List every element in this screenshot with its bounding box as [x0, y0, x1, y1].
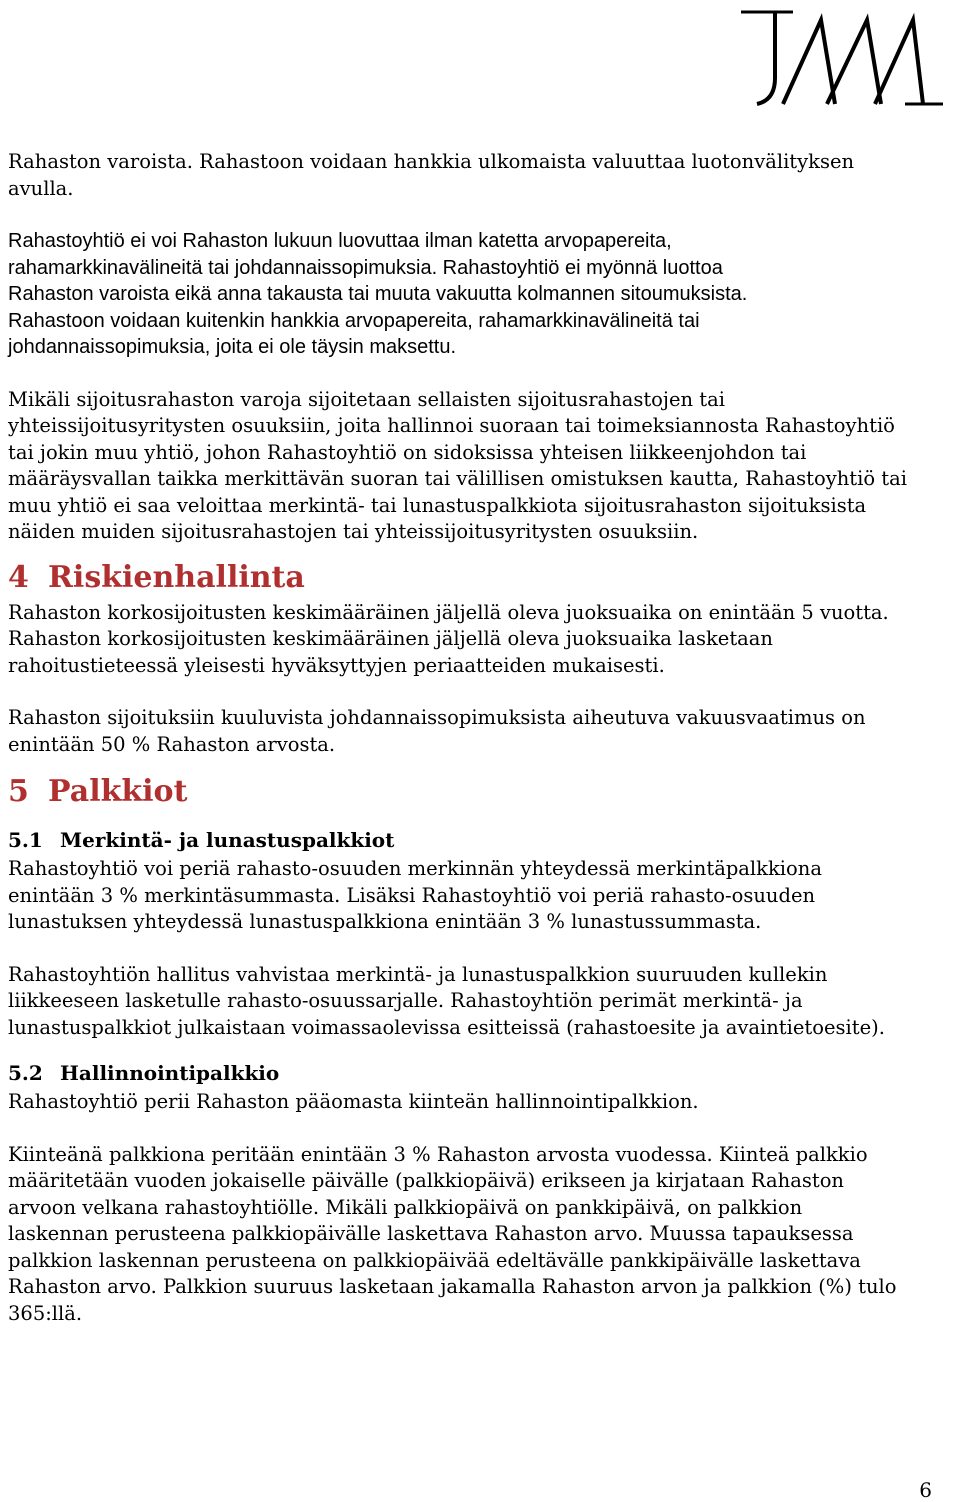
text-line: Mikäli sijoitusrahaston varoja sijoitetaan sellaisten sijoitusrahastojen tai [8, 387, 725, 411]
text-line: johdannaissopimuksia, joita ei ole täysin maksettu. [8, 336, 457, 358]
section-title: Palkkiot [48, 774, 188, 809]
text-line: laskennan perusteena palkkiopäivälle laskettava Rahaston arvo. Muussa tapauksessa [8, 1222, 854, 1245]
text-line: lunastuksen yhteydessä lunastuspalkkiona enintään 3 % lunastussummasta. [8, 910, 762, 933]
intro-paragraph-2 [8, 228, 943, 361]
text-line: liikkeeseen lasketulle rahasto-osuussarjalle. Rahastoyhtiön perimät merkintä- ja [8, 989, 803, 1012]
text-line: Rahaston varoista. Rahastoon voidaan hankkia ulkomaista valuuttaa luotonvälityksen [8, 150, 855, 173]
subsection-number: 5.1 [8, 828, 43, 852]
section-5-2-paragraph-1 [8, 1089, 943, 1116]
section-5-1-paragraph-2 [8, 962, 943, 1042]
text-line: yhteissijoitusyritysten osuuksiin, joita hallinnoi suoraan tai toimeksiannosta Rahastoyhtiö [8, 414, 895, 437]
text-line: avulla. [8, 176, 74, 200]
text-line: arvoon velkana rahastoyhtiölle. Mikäli palkkiopäivä on pankkipäivä, on palkkion [8, 1195, 803, 1219]
text-line: Rahastoyhtiö ei voi Rahaston lukuun luovuttaa ilman katetta arvopapereita, [8, 230, 672, 252]
subsection-heading-5-1 [8, 826, 943, 854]
text-line: rahamarkkinavälineitä tai johdannaissopimuksia. Rahastoyhtiö ei myönnä luottoa [8, 256, 723, 279]
intro-paragraph-1 [8, 149, 943, 202]
text-line: Kiinteänä palkkiona peritään enintään 3 % Rahaston arvosta vuodessa. Kiinteä palkkio [8, 1142, 868, 1166]
section-heading-4 [8, 558, 943, 598]
text-line: näiden muiden sijoitusrahastojen tai yhteissijoitusyritysten osuuksiin. [8, 520, 699, 543]
text-line: Rahastoyhtiö perii Rahaston pääomasta kiinteän hallinnointipalkkion. [8, 1090, 699, 1113]
section-title: Riskienhallinta [48, 559, 305, 595]
text-line: Rahastoon voidaan kuitenkin hankkia arvopapereita, rahamarkkinavälineitä tai [8, 309, 700, 332]
text-line: tai jokin muu yhtiö, johon Rahastoyhtiö on sidoksissa yhteisen liikkeenjohdon tai [8, 440, 807, 464]
section-5-1-paragraph-1 [8, 856, 943, 936]
jam-monogram-logo [735, 8, 951, 110]
section-5-2-paragraph-2 [8, 1142, 943, 1328]
text-line: Rahastoyhtiön hallitus vahvistaa merkintä- ja lunastuspalkkion suuruuden kullekin [8, 962, 828, 986]
subsection-heading-5-2 [8, 1059, 943, 1087]
page-number: 6 [919, 1478, 932, 1502]
text-line: määräysvallan taikka merkittävän suoran tai välillisen omistuksen kautta, Rahastoyhtiö tai [8, 467, 907, 490]
text-line: Rahaston korkosijoitusten keskimääräinen jäljellä oleva juoksuaika on enintään 5 vuotta. [8, 600, 889, 624]
text-line: Rahaston korkosijoitusten keskimääräinen jäljellä oleva juoksuaika lasketaan [8, 627, 773, 650]
section-4-paragraph-1 [8, 600, 943, 680]
section-heading-5 [8, 772, 943, 812]
text-line: määritetään vuoden jokaiselle päivälle (palkkiopäivä) erikseen ja kirjataan Rahaston [8, 1169, 844, 1192]
section-number: 4 [8, 559, 29, 595]
subsection-title: Hallinnointipalkkio [60, 1061, 280, 1085]
text-line: enintään 3 % merkintäsummasta. Lisäksi Rahastoyhtiö voi periä rahasto-osuuden [8, 883, 816, 907]
subsection-title: Merkintä- ja lunastuspalkkiot [60, 828, 395, 852]
text-line: lunastuspalkkiot julkaistaan voimassaolevissa esitteissä (rahastoesite ja avaintietoesite). [8, 1015, 885, 1039]
text-line: enintään 50 % Rahaston arvosta. [8, 732, 336, 756]
section-number: 5 [8, 774, 29, 809]
text-line: muu yhtiö ei saa veloittaa merkintä- tai lunastuspalkkiota sijoitusrahaston sijoituksista [8, 493, 867, 517]
text-line: Rahaston arvo. Palkkion suuruus lasketaan jakamalla Rahaston arvon ja palkkion (%) tulo [8, 1275, 897, 1298]
text-line: Rahastoyhtiö voi periä rahasto-osuuden merkinnän yhteydessä merkintäpalkkiona [8, 857, 822, 880]
text-line: 365:llä. [8, 1301, 83, 1325]
section-4-paragraph-2 [8, 705, 943, 758]
subsection-number: 5.2 [8, 1061, 43, 1085]
text-line: palkkion laskennan perusteena on palkkiopäivää edeltävälle pankkipäivälle laskettava [8, 1248, 861, 1272]
text-line: rahoitustieteessä yleisesti hyväksyttyjen periaatteiden mukaisesti. [8, 653, 665, 677]
document-body [8, 149, 943, 1327]
text-line: Rahaston sijoituksiin kuuluvista johdannaissopimuksista aiheutuva vakuusvaatimus on [8, 706, 866, 729]
intro-paragraph-3 [8, 387, 943, 546]
text-line: Rahaston varoista eikä anna takausta tai muuta vakuutta kolmannen sitoumuksista. [8, 283, 748, 305]
